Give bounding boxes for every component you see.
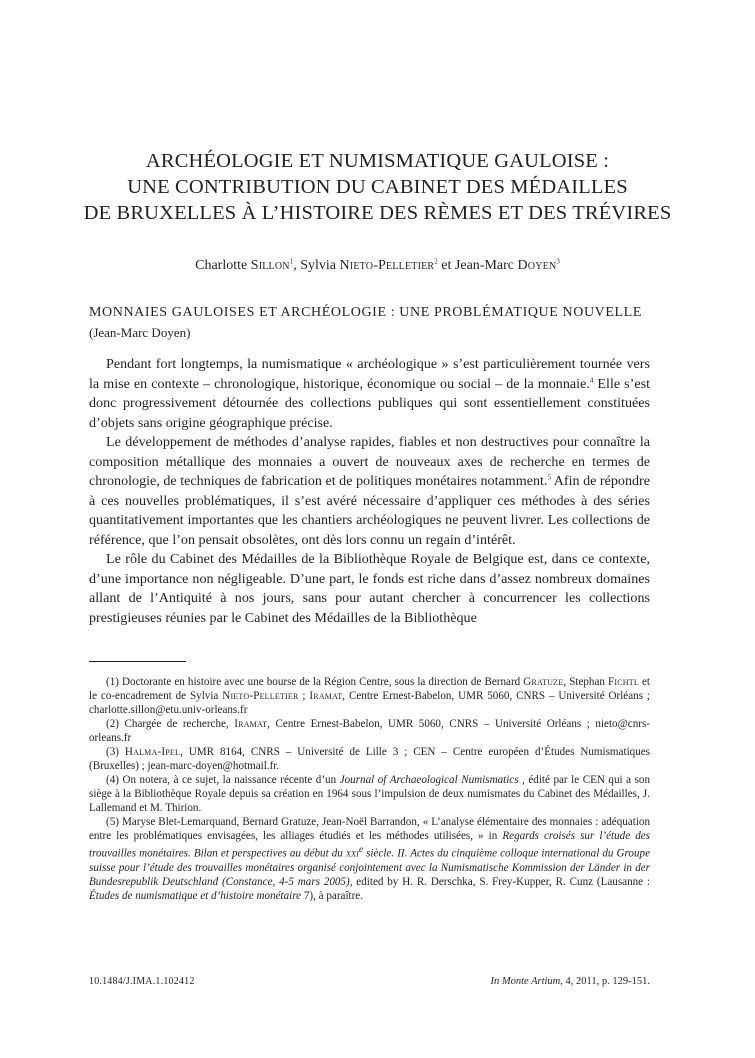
citation-details: , 4, 2011, p. 129-151. xyxy=(560,976,650,987)
footnote-2: (2) Chargée de recherche, Iramat, Centre Ernest-Babelon, UMR 5060, CNRS – Université Orléans ; nieto@cnrs-orleans.fr xyxy=(89,718,650,744)
doi: 10.1484/J.IMA.1.102412 xyxy=(89,976,195,987)
footnote-ref[interactable]: 1 xyxy=(289,257,294,266)
author-separator: , xyxy=(293,258,301,273)
title-line-2: UNE CONTRIBUTION DU CABINET DES MÉDAILLES xyxy=(127,176,628,198)
author-last-name: Doyen xyxy=(517,258,557,273)
author-separator: et xyxy=(437,258,455,273)
footnote-4: (4) On notera, à ce sujet, la naissance récente d’un Journal of Archaeological Numismatics , édité par le CEN qui a son siège à la Bibliothèque Royale depuis sa création en 1964 sous l’impulsion de deux numismates du Cabinet des Médailles, J. Lallemand et M. Thirion. xyxy=(89,774,650,814)
author-list xyxy=(0,258,755,274)
citation xyxy=(490,976,650,987)
footnote-ref[interactable]: 2 xyxy=(434,257,438,266)
paragraph: Pendant fort longtemps, la numismatique « archéologique » s’est particulièrement tournée vers la mise en contexte – chronologique, historique, économique ou social – de la monnaie.$^4$ Elle s’est donc progressivement détournée des collections publiques qui sont essentiellement constituées d’objets sans origine géographique précise. xyxy=(89,356,651,431)
footnote-divider xyxy=(89,661,186,662)
section-heading: MONNAIES GAULOISES ET ARCHÉOLOGIE : UNE PROBLÉMATIQUE NOUVELLE xyxy=(89,305,642,320)
footnote-5: (5) Maryse Blet-Lemarquand, Bernard Gratuze, Jean-Noël Barrandon, « L’analyse élémentaire des monnaies : adéquation entre les problématiques envisagées, les alliages étudiés et les méthodes utilisées, » in Regards croisés sur l’étude des trouvailles monétaires. Bilan et perspectives au début du xxi$^e$ siècle. II. Actes du cinquième colloque international du Groupe suisse pour l’étude des trouvailles monétaires organisé conjointement avec la Numismatische Kommission der Länder in der Bundesrepublik Deutschland (Constance, 4-5 mars 2005), edited by H. R. Derschka, S. Frey-Kupper, R. Cunz (Lausanne : Études de numismatique et d’histoire monétaire 7), à paraître. xyxy=(89,816,651,902)
author-first-name: Jean-Marc xyxy=(454,258,514,273)
body-text xyxy=(89,355,650,628)
footnote-ref[interactable]: 5 xyxy=(547,473,551,482)
paragraph: Le rôle du Cabinet des Médailles de la Bibliothèque Royale de Belgique est, dans ce contexte, d’une importance non négligeable. D’une part, le fonds est riche dans d’assez nombreux domaines allant de l’Antiquité à nos jours, sans pour autant chercher à concurrencer les collections prestigieuses réunies par le Cabinet des Médailles de la Bibliothèque xyxy=(89,551,650,626)
section-author: (Jean-Marc Doyen) xyxy=(89,325,191,340)
footnote-ref[interactable]: 4 xyxy=(589,375,594,384)
paragraph: Le développement de méthodes d’analyse rapides, fiables et non destructives pour connaître la composition métallique des monnaies a ouvert de nouveaux axes de recherche en termes de chronologie, de techniques de fabrication et de politiques monétaires notamment.$^5$ Afin de répondre à ces nouvelles problématiques, il s’est avéré nécessaire d’appliquer ces méthodes à des séries quantitativement importantes que les chantiers archéologiques ne peuvent livrer. Les collections de référence, que l’on pensait obsolètes, ont dès lors connu un regain d’intérêt. xyxy=(89,434,650,548)
author-first-name: Sylvia xyxy=(300,258,336,273)
footnotes xyxy=(89,675,650,903)
footnote-ref[interactable]: 3 xyxy=(556,257,560,266)
author-first-name: Charlotte xyxy=(195,258,248,273)
author-last-name: Sillon xyxy=(250,258,290,273)
footnote-1: (1) Doctorante en histoire avec une bourse de la Région Centre, sous la direction de Bernard Gratuze, Stephan Fichtl et le co-encadrement de Sylvia Nieto-Pelletier ; Iramat, Centre Ernest-Babelon, UMR 5060, CNRS – Université Orléans ; charlotte.sillon@etu.univ-orleans.fr xyxy=(89,676,651,716)
title-line-1: ARCHÉOLOGIE ET NUMISMATIQUE GAULOISE : xyxy=(145,150,610,172)
article-title xyxy=(0,148,755,226)
journal-name: In Monte Artium xyxy=(490,976,561,987)
footnote-3: (3) Halma-Ipel, UMR 8164, CNRS – Université de Lille 3 ; CEN – Centre européen d’Études Numismatiques (Bruxelles) ; jean-marc-doyen@hotmail.fr. xyxy=(89,746,650,772)
author-last-name: Nieto-Pelletier xyxy=(339,258,435,273)
title-line-3: DE BRUXELLES À L’HISTOIRE DES RÈMES ET DES TRÉVIRES xyxy=(83,202,672,224)
